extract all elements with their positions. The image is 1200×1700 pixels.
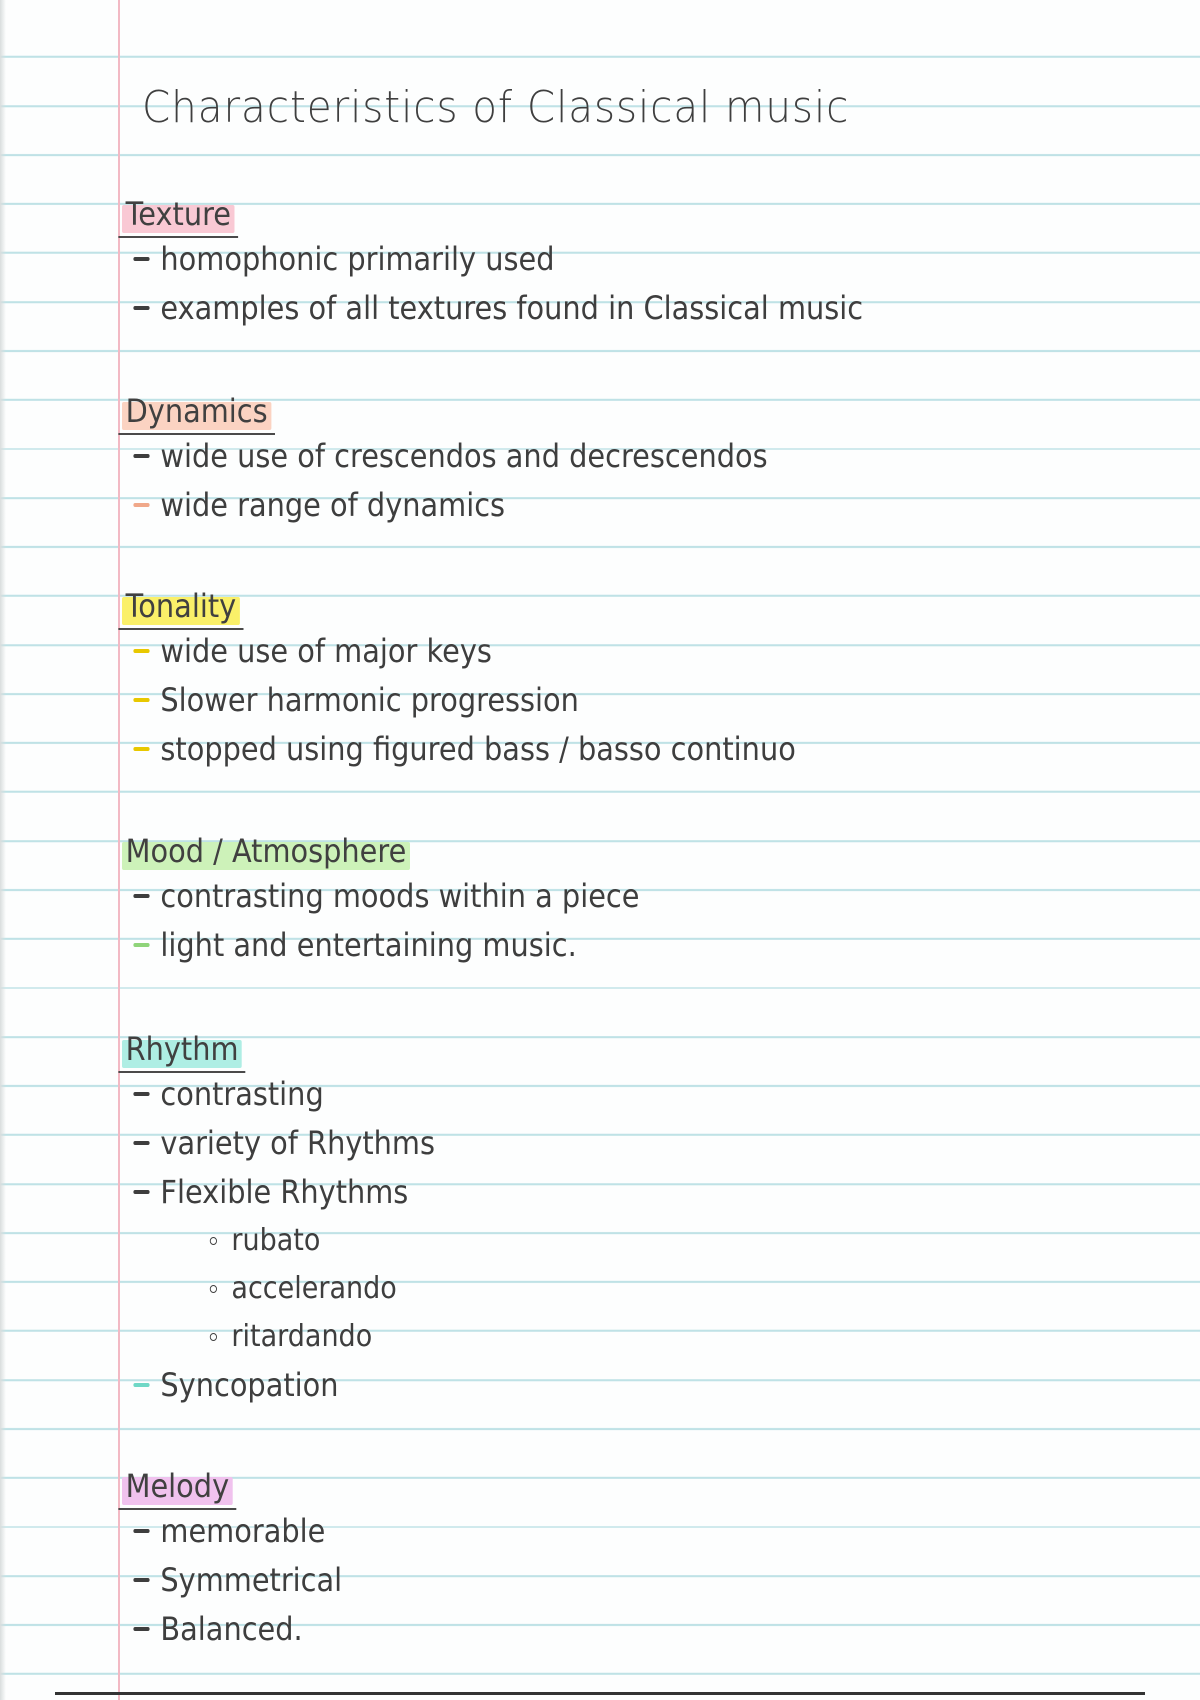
dash-bullet: [133, 1141, 149, 1145]
section-dynamics: [125, 390, 1128, 530]
mood-list: [128, 872, 1128, 970]
margin-line: [118, 0, 120, 1700]
section-texture: [125, 193, 1128, 333]
page-title: Characteristics of Classical music: [142, 82, 850, 133]
dynamics-list: [128, 432, 1128, 530]
sub-list-item: accelerando: [208, 1265, 1036, 1313]
section-heading-melody: Melody: [122, 1465, 233, 1507]
list-item: examples of all textures found in Classical music: [128, 284, 1028, 333]
dash-bullet: [133, 1190, 149, 1194]
list-item: contrasting: [128, 1070, 1028, 1119]
list-item: variety of Rhythms: [128, 1119, 1028, 1168]
section-heading-texture: Texture: [122, 193, 235, 235]
dash-bullet: [133, 1092, 149, 1096]
section-rhythm: [125, 1028, 1128, 1410]
list-item: Symmetrical: [128, 1556, 1028, 1605]
dash-bullet: [133, 894, 149, 898]
list-item: stopped using figured bass / basso continuo: [128, 725, 1028, 774]
list-item: Syncopation: [128, 1361, 1028, 1410]
dash-bullet: [133, 503, 149, 507]
dash-bullet: [133, 747, 149, 751]
section-heading-mood: Mood / Atmosphere: [122, 830, 410, 872]
list-item: homophonic primarily used: [128, 235, 1028, 284]
list-item: wide range of dynamics: [128, 481, 1028, 530]
list-item: memorable: [128, 1507, 1028, 1556]
list-item: contrasting moods within a piece: [128, 872, 1028, 921]
dash-bullet: [133, 1627, 149, 1631]
list-item: Balanced.: [128, 1605, 1028, 1654]
dash-bullet: [133, 943, 149, 947]
circle-bullet: [210, 1333, 217, 1341]
list-item: wide use of crescendos and decrescendos: [128, 432, 1028, 481]
circle-bullet: [210, 1237, 217, 1245]
page-edge-shadow: [0, 0, 6, 1700]
dash-bullet: [133, 698, 149, 702]
sub-list-item: ritardando: [208, 1313, 1036, 1361]
rhythm-sub-list: [128, 1217, 1128, 1361]
dash-bullet: [133, 1383, 149, 1387]
bottom-rule: [55, 1692, 1145, 1695]
section-heading-rhythm: Rhythm: [122, 1028, 242, 1070]
section-heading-tonality: Tonality: [122, 585, 240, 627]
list-item: wide use of major keys: [128, 627, 1028, 676]
circle-bullet: [210, 1285, 217, 1293]
list-item: Slower harmonic progression: [128, 676, 1028, 725]
dash-bullet: [133, 1529, 149, 1533]
dash-bullet: [133, 454, 149, 458]
section-tonality: [125, 585, 1128, 774]
list-item: light and entertaining music.: [128, 921, 1028, 970]
section-melody: [125, 1465, 1128, 1654]
dash-bullet: [133, 257, 149, 261]
texture-list: [128, 235, 1128, 333]
dash-bullet: [133, 1578, 149, 1582]
dash-bullet: [133, 306, 149, 310]
section-mood: [125, 830, 1128, 970]
sub-list-item: rubato: [208, 1217, 1036, 1265]
section-heading-dynamics: Dynamics: [122, 390, 271, 432]
rhythm-list: [128, 1070, 1128, 1217]
melody-list: [128, 1507, 1128, 1654]
dash-bullet: [133, 649, 149, 653]
rhythm-list-continued: [128, 1361, 1128, 1410]
tonality-list: [128, 627, 1128, 774]
list-item: Flexible Rhythms: [128, 1168, 1028, 1217]
